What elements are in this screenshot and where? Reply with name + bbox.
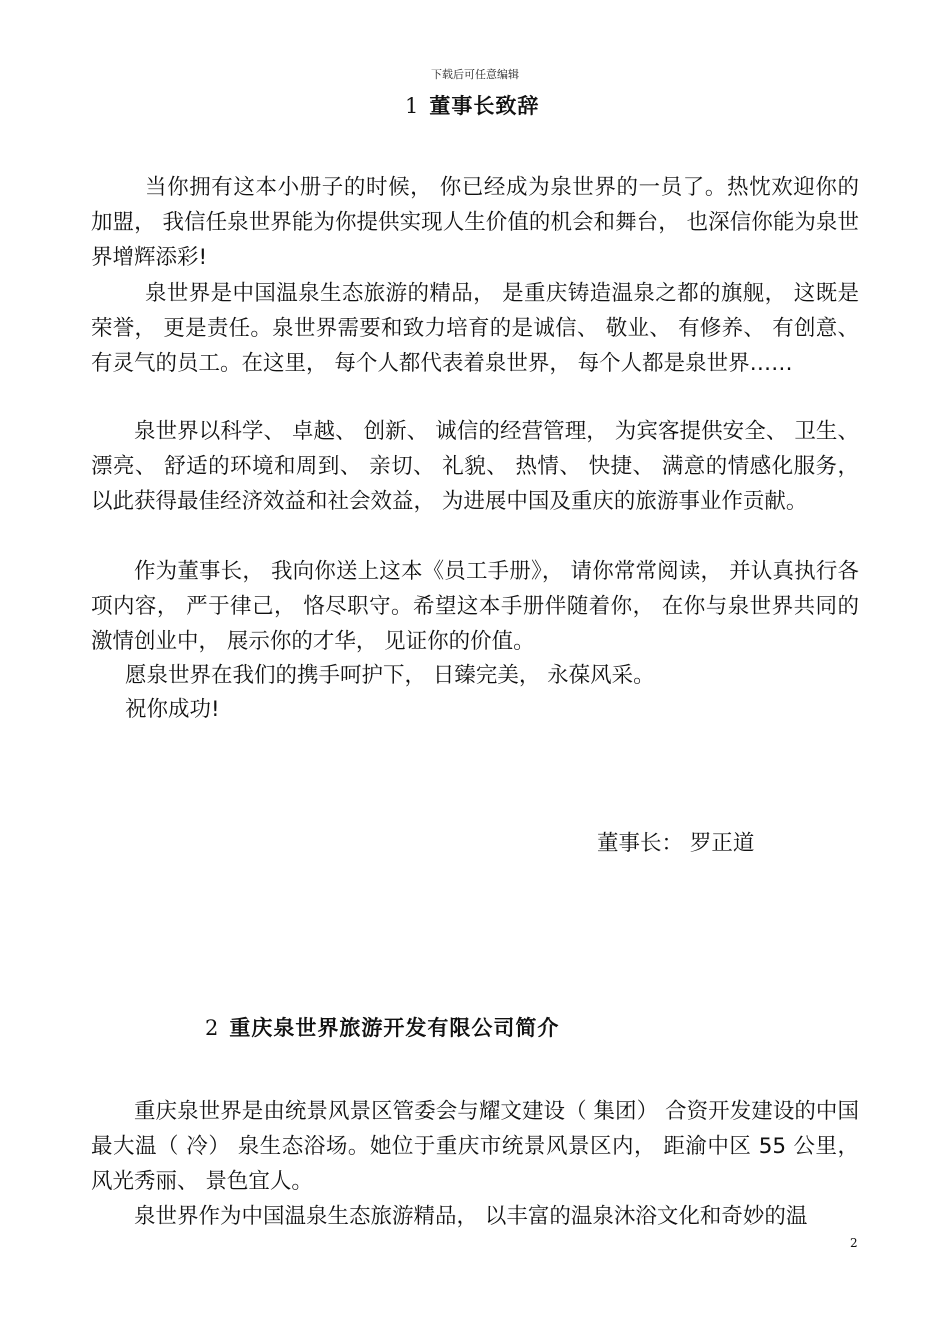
paragraph-handbook: 作为董事长， 我向你送上这本《员工手册》， 请你常常阅读， 并认真执行各项内容， 严于律己， 恪尽职守。希望这本手册伴随着你， 在你与泉世界共同的激情创业中， 展示你的才华， 见证你的价值。 xyxy=(91,559,859,654)
paragraph-company-culture: 泉世界作为中国温泉生态旅游精品， 以丰富的温泉沐浴文化和奇妙的温 xyxy=(134,1204,808,1229)
header-note: 下载后可任意编辑 xyxy=(431,68,519,81)
paragraph-blessing: 祝你成功! xyxy=(125,697,220,722)
paragraph-wish: 愿泉世界在我们的携手呵护下， 日臻完美， 永葆风采。 xyxy=(125,663,655,688)
section-1-heading xyxy=(405,90,539,120)
paragraph-quality: 泉世界是中国温泉生态旅游的精品， 是重庆铸造温泉之都的旗舰， 这既是荣誉， 更是责任。泉世界需要和致力培育的是诚信、 敬业、 有修养、 有创意、 有灵气的员工。在这里， 每个人都代表着泉世界， 每个人都是泉世界…… xyxy=(91,281,859,376)
paragraph-company-intro: 重庆泉世界是由统景风景区管委会与耀文建设（ 集团） 合资开发建设的中国最大温（ 冷） 泉生态浴场。她位于重庆市统景风景区内， 距渝中区 55 公里， 风光秀丽、 景色宜人。 xyxy=(91,1099,859,1194)
section-2-number: 2 xyxy=(205,1016,220,1040)
section-1-title: 董事长致辞 xyxy=(429,94,540,118)
paragraph-management: 泉世界以科学、 卓越、 创新、 诚信的经营管理， 为宾客提供安全、 卫生、 漂亮、 舒适的环境和周到、 亲切、 礼貌、 热情、 快捷、 满意的情感化服务， 以此获得最佳经济效益和社会效益， 为进展中国及重庆的旅游事业作贡献。 xyxy=(91,419,859,514)
section-2-heading xyxy=(205,1012,559,1042)
section-2-title: 重庆泉世界旅游开发有限公司简介 xyxy=(229,1016,560,1040)
chairman-signature: 董事长： 罗正道 xyxy=(597,831,755,856)
section-1-number: 1 xyxy=(405,94,420,118)
page-number: 2 xyxy=(850,1236,858,1250)
paragraph-welcome: 当你拥有这本小册子的时候， 你已经成为泉世界的一员了。热忱欢迎你的加盟， 我信任泉世界能为你提供实现人生价值的机会和舞台， 也深信你能为泉世界增辉添彩! xyxy=(91,175,859,270)
